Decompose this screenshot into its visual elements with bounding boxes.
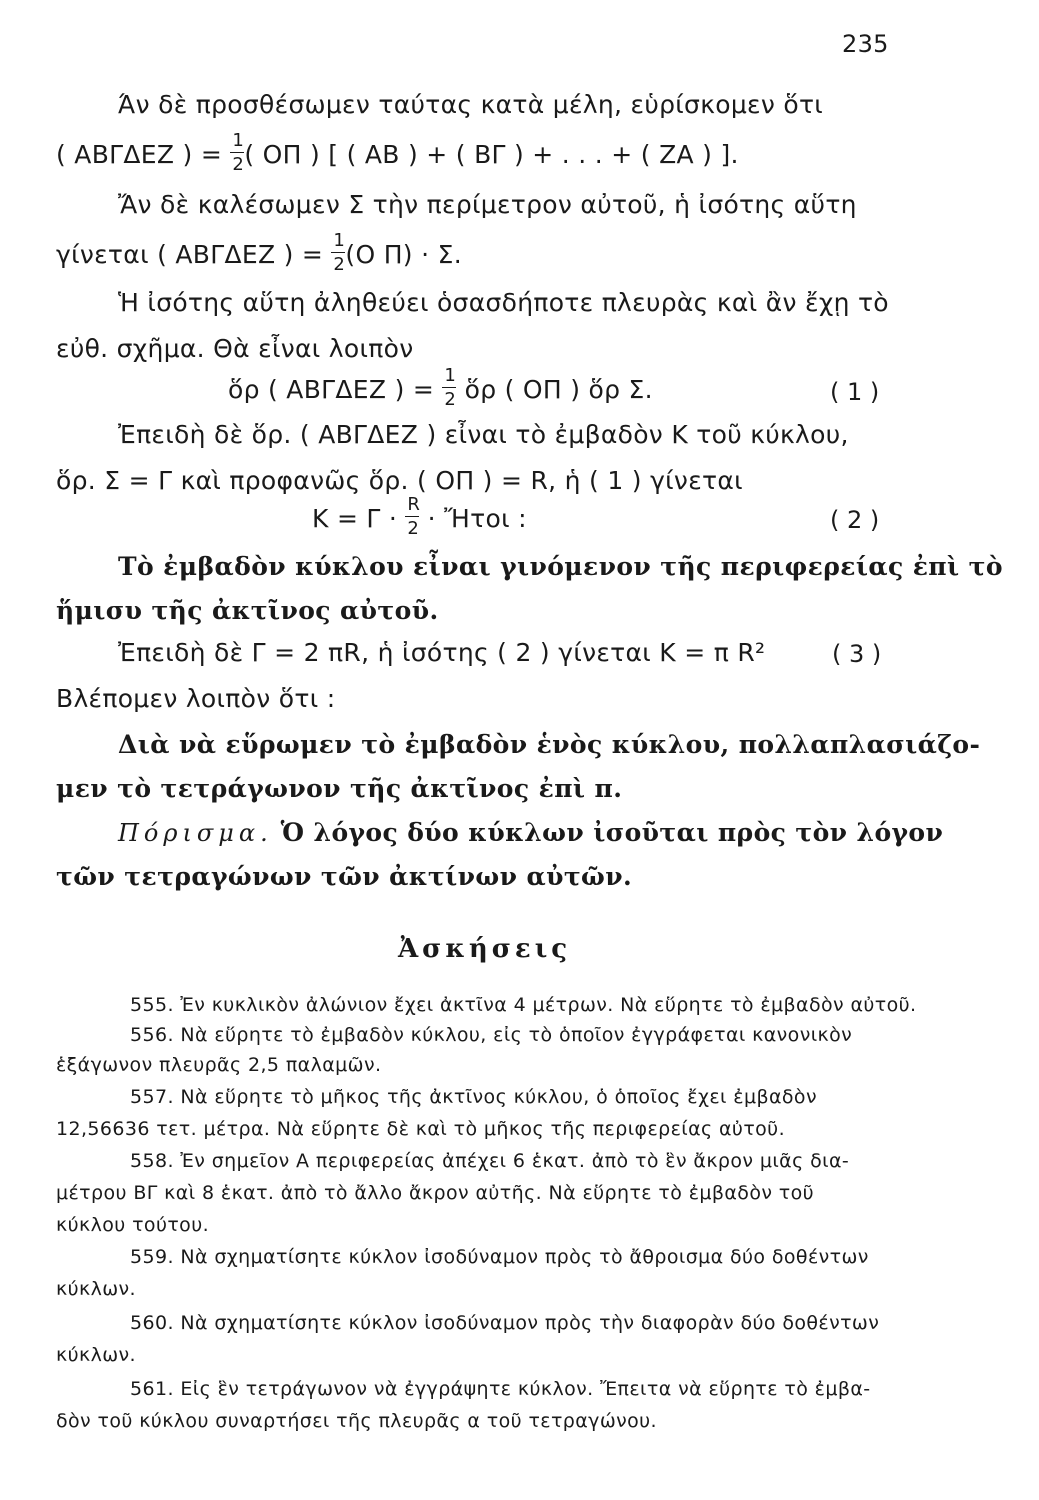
page-number: 235: [842, 30, 889, 58]
exercise-item: κύκλου τούτου.: [56, 1214, 210, 1236]
formula-rhs: ( ΟΠ ) [ ( ΑΒ ) + ( ΒΓ ) + . . . + ( ΖΑ ) ].: [244, 140, 739, 169]
formula-line: [56, 130, 739, 175]
formula-lhs: Κ = Γ ·: [312, 504, 406, 533]
text-line: Βλέπομεν λοιπὸν ὅτι :: [56, 684, 336, 713]
exercises-heading: Ἀσκήσεις: [398, 934, 572, 964]
exercise-item: 559. Νὰ σχηματίσητε κύκλον ἰσοδύναμον πρὸς τὸ ἄθροισμα δύο δοθέντων: [130, 1246, 869, 1268]
formula-line: [312, 494, 527, 539]
exercise-item: 557. Νὰ εὕρητε τὸ μῆκος τῆς ἀκτῖνος κύκλου, ὁ ὁποῖος ἔχει ἐμβαδὸν: [130, 1086, 817, 1108]
theorem-line: ἥμισυ τῆς ἀκτῖνος αὐτοῦ.: [56, 596, 439, 625]
fraction-denominator: 2: [407, 518, 420, 539]
text-line: Ἐπειδὴ δὲ ὅρ. ( ΑΒΓΔΕΖ ) εἶναι τὸ ἐμβαδὸν Κ τοῦ κύκλου,: [118, 420, 849, 449]
text-line: Ἐπειδὴ δὲ Γ = 2 πR, ἡ ἰσότης ( 2 ) γίνεται Κ = π R²: [118, 638, 766, 667]
fraction-one-half: [230, 130, 245, 175]
formula-lhs: ( ΑΒΓΔΕΖ ) =: [56, 140, 231, 169]
fraction-one-half: [331, 230, 346, 275]
fraction-numerator: 1: [444, 365, 457, 386]
theorem-line: μεν τὸ τετράγωνον τῆς ἀκτῖνος ἐπὶ π.: [56, 774, 623, 803]
formula-lhs: ὅρ ( ΑΒΓΔΕΖ ) =: [228, 375, 443, 404]
exercise-item: 561. Εἰς ἓν τετράγωνον νὰ ἐγγράψητε κύκλον. Ἔπειτα νὰ εὕρητε τὸ ἐμβα-: [130, 1378, 871, 1400]
exercise-item: 556. Νὰ εὕρητε τὸ ἐμβαδὸν κύκλου, εἰς τὸ ὁποῖον ἐγγράφεται κανονικὸν: [130, 1024, 853, 1046]
formula-line: [228, 365, 653, 410]
theorem-line: Διὰ νὰ εὕρωμεν τὸ ἐμβαδὸν ἑνὸς κύκλου, πολλαπλασιάζο-: [118, 730, 981, 759]
text-line: ὅρ. Σ = Γ καὶ προφανῶς ὅρ. ( ΟΠ ) = R, ἡ ( 1 ) γίνεται: [56, 466, 743, 495]
formula-line: [56, 230, 462, 275]
formula-rhs: (Ο Π) · Σ.: [345, 240, 462, 269]
equation-tag: ( 2 ): [830, 506, 880, 534]
formula-lhs: γίνεται ( ΑΒΓΔΕΖ ) =: [56, 240, 332, 269]
fraction-numerator: 1: [232, 130, 245, 151]
exercise-item: 558. Ἐν σημεῖον Α περιφερείας ἀπέχει 6 ἑκατ. ἀπὸ τὸ ἓν ἄκρον μιᾶς δια-: [130, 1150, 850, 1172]
fraction-r-over-2: [405, 494, 421, 539]
exercise-item: 555. Ἐν κυκλικὸν ἀλώνιον ἔχει ἀκτῖνα 4 μέτρων. Νὰ εὕρητε τὸ ἐμβαδὸν αὐτοῦ.: [130, 994, 917, 1016]
corollary-text: Ὁ λόγος δύο κύκλων ἰσοῦται πρὸς τὸν λόγον: [280, 818, 944, 847]
fraction-denominator: 2: [232, 154, 245, 175]
fraction-one-half: [442, 365, 457, 410]
exercise-item: μέτρου ΒΓ καὶ 8 ἑκατ. ἀπὸ τὸ ἄλλο ἄκρον αὐτῆς. Νὰ εὕρητε τὸ ἐμβαδὸν τοῦ: [56, 1182, 815, 1204]
text-line: εὐθ. σχῆμα. Θὰ εἶναι λοιπὸν: [56, 334, 414, 363]
fraction-bar: [442, 387, 456, 388]
corollary-line: [118, 818, 943, 847]
text-line: Ἄν δὲ καλέσωμεν Σ τὴν περίμετρον αὐτοῦ, ἡ ἰσότης αὕτη: [118, 190, 857, 219]
fraction-numerator: R: [407, 494, 421, 515]
text-line: Ἡ ἰσότης αὕτη ἀληθεύει ὁσασδήποτε πλευρὰς καὶ ἂν ἔχῃ τὸ: [118, 288, 889, 317]
exercise-item: κύκλων.: [56, 1344, 136, 1366]
exercise-item: ἑξάγωνον πλευρᾶς 2,5 παλαμῶν.: [56, 1054, 382, 1076]
corollary-label: Πόρισμα.: [118, 819, 273, 847]
exercise-item: 12,56636 τετ. μέτρα. Νὰ εὕρητε δὲ καὶ τὸ μῆκος τῆς περιφερείας αὐτοῦ.: [56, 1118, 786, 1140]
text-line: Άν δὲ προσθέσωμεν ταύτας κατὰ μέλη, εὑρίσκομεν ὅτι: [118, 90, 824, 119]
theorem-line: Τὸ ἐμβαδὸν κύκλου εἶναι γινόμενον τῆς περιφερείας ἐπὶ τὸ: [118, 552, 1003, 581]
fraction-denominator: 2: [333, 254, 346, 275]
fraction-bar: [230, 152, 244, 153]
fraction-denominator: 2: [444, 389, 457, 410]
equation-tag: ( 3 ): [832, 640, 882, 668]
fraction-bar: [405, 516, 419, 517]
exercise-item: κύκλων.: [56, 1278, 136, 1300]
exercise-item: δὸν τοῦ κύκλου συναρτήσει τῆς πλευρᾶς α τοῦ τετραγώνου.: [56, 1410, 657, 1432]
formula-rhs: · Ἤτοι :: [427, 504, 527, 533]
equation-tag: ( 1 ): [830, 378, 880, 406]
fraction-numerator: 1: [333, 230, 346, 251]
formula-rhs: ὅρ ( ΟΠ ) ὅρ Σ.: [464, 375, 653, 404]
exercise-item: 560. Νὰ σχηματίσητε κύκλον ἰσοδύναμον πρὸς τὴν διαφορὰν δύο δοθέντων: [130, 1312, 880, 1334]
fraction-bar: [331, 252, 345, 253]
corollary-line: τῶν τετραγώνων τῶν ἀκτίνων αὐτῶν.: [56, 862, 633, 891]
